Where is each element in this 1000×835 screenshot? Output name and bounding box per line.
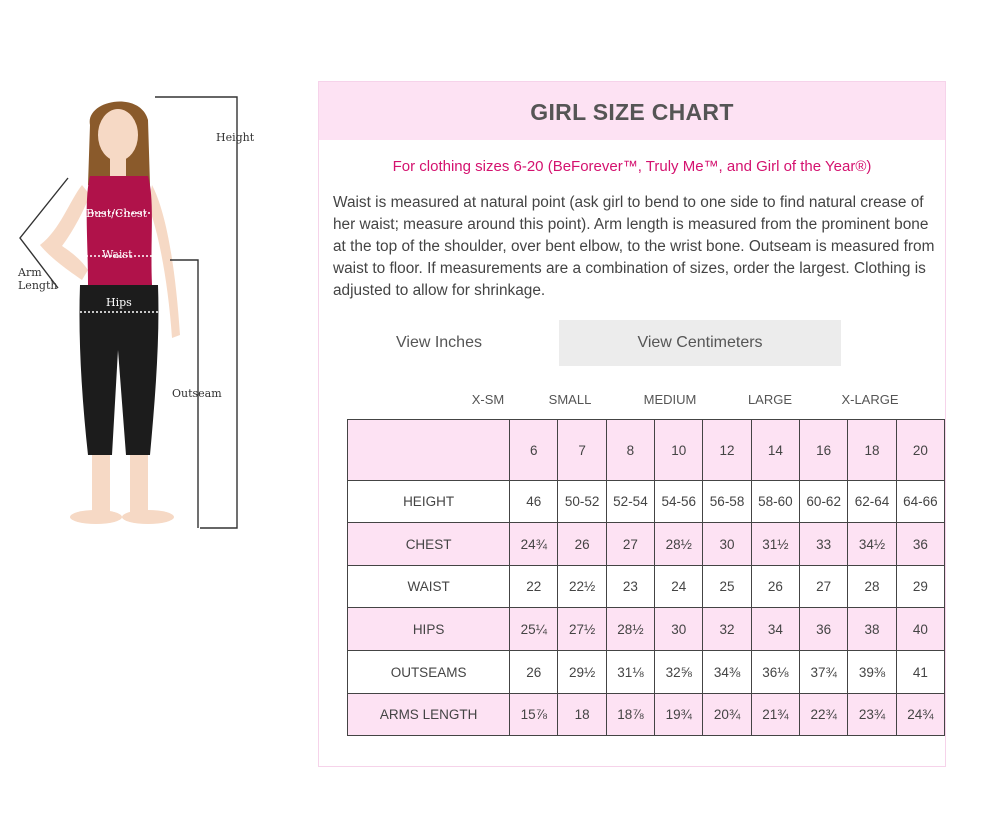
value-cell: 64-66 xyxy=(896,481,944,523)
size-cell: 8 xyxy=(606,420,654,481)
value-cell: 58-60 xyxy=(751,481,799,523)
row-label: ARMS LENGTH xyxy=(348,694,510,736)
size-group-headers xyxy=(319,392,945,412)
tab-view-inches[interactable]: View Inches xyxy=(319,320,559,366)
value-cell: 26 xyxy=(558,523,606,566)
value-cell: 39⅜ xyxy=(848,651,896,694)
value-cell: 34⅜ xyxy=(703,651,751,694)
measurement-description: Waist is measured at natural point (ask girl to bend to one side to find natural crease of her waist; measure around this point). Arm length is measured from the prominent bone at the top of the shoulder, over bent elbow, to the wrist bone. Outseam is measured from waist to floor. If measurements are a combination of sizes, order the largest. Clothing is adjusted to allow for shrinkage. xyxy=(333,194,935,299)
size-table xyxy=(347,419,945,736)
row-label: WAIST xyxy=(348,566,510,608)
row-label: CHEST xyxy=(348,523,510,566)
value-cell: 20¾ xyxy=(703,694,751,736)
value-cell: 23¾ xyxy=(848,694,896,736)
size-group-label: LARGE xyxy=(747,392,793,407)
value-cell: 15⅞ xyxy=(510,694,558,736)
value-cell: 56-58 xyxy=(703,481,751,523)
arm-length-label-line2: Length xyxy=(18,279,58,292)
value-cell: 31½ xyxy=(751,523,799,566)
face-shape xyxy=(98,109,138,161)
size-cell: 14 xyxy=(751,420,799,481)
value-cell: 29½ xyxy=(558,651,606,694)
value-cell: 27 xyxy=(606,523,654,566)
size-chart-panel xyxy=(318,81,946,767)
value-cell: 25 xyxy=(703,566,751,608)
height-label: Height xyxy=(216,131,255,144)
row-label: OUTSEAMS xyxy=(348,651,510,694)
unit-tabs xyxy=(319,320,945,366)
value-cell: 60-62 xyxy=(800,481,848,523)
value-cell: 32⅝ xyxy=(655,651,703,694)
height-bracket xyxy=(155,97,237,528)
value-cell: 26 xyxy=(510,651,558,694)
hips-label: Hips xyxy=(106,296,132,309)
value-cell: 30 xyxy=(655,608,703,651)
right-foot-shape xyxy=(122,510,174,524)
value-cell: 31⅛ xyxy=(606,651,654,694)
size-group-label: SMALL xyxy=(548,392,592,407)
value-cell: 50-52 xyxy=(558,481,606,523)
value-cell: 37¾ xyxy=(800,651,848,694)
size-cell: 7 xyxy=(558,420,606,481)
value-cell: 25¼ xyxy=(510,608,558,651)
size-cell: 6 xyxy=(510,420,558,481)
value-cell: 34 xyxy=(751,608,799,651)
value-cell: 19¾ xyxy=(655,694,703,736)
value-cell: 26 xyxy=(751,566,799,608)
value-cell: 28½ xyxy=(606,608,654,651)
value-cell: 22¾ xyxy=(800,694,848,736)
size-group-label: X-SM xyxy=(471,392,505,407)
size-cell: 12 xyxy=(703,420,751,481)
waist-label: Waist xyxy=(102,248,133,261)
value-cell: 36 xyxy=(896,523,944,566)
title-bar xyxy=(319,82,945,140)
value-cell: 23 xyxy=(606,566,654,608)
value-cell: 24 xyxy=(655,566,703,608)
bust-chest-label: Bust/Chest xyxy=(86,207,148,220)
size-cell: 20 xyxy=(896,420,944,481)
measurement-figure xyxy=(0,80,300,550)
value-cell: 27 xyxy=(800,566,848,608)
value-cell: 29 xyxy=(896,566,944,608)
top-shape xyxy=(87,176,152,285)
arm-length-label-line1: Arm xyxy=(18,266,42,279)
value-cell: 62-64 xyxy=(848,481,896,523)
chart-title: GIRL SIZE CHART xyxy=(530,99,734,125)
left-arm-shape xyxy=(40,185,90,280)
value-cell: 21¾ xyxy=(751,694,799,736)
table-row xyxy=(348,481,945,523)
value-cell: 40 xyxy=(896,608,944,651)
table-row xyxy=(348,694,945,736)
table-row xyxy=(348,566,945,608)
value-cell: 36 xyxy=(800,608,848,651)
leggings-shape xyxy=(79,285,158,455)
value-cell: 28½ xyxy=(655,523,703,566)
value-cell: 41 xyxy=(896,651,944,694)
value-cell: 24¾ xyxy=(510,523,558,566)
value-cell: 28 xyxy=(848,566,896,608)
outseam-label: Outseam xyxy=(172,387,222,400)
value-cell: 27½ xyxy=(558,608,606,651)
value-cell: 18⅞ xyxy=(606,694,654,736)
tab-view-centimeters[interactable]: View Centimeters xyxy=(559,320,841,366)
value-cell: 54-56 xyxy=(655,481,703,523)
left-foot-shape xyxy=(70,510,122,524)
size-header-row xyxy=(348,420,945,481)
value-cell: 33 xyxy=(800,523,848,566)
table-row xyxy=(348,523,945,566)
size-cell: 18 xyxy=(848,420,896,481)
value-cell: 24¾ xyxy=(896,694,944,736)
table-row xyxy=(348,608,945,651)
value-cell: 52-54 xyxy=(606,481,654,523)
size-group-label: X-LARGE xyxy=(841,392,899,407)
value-cell: 46 xyxy=(510,481,558,523)
value-cell: 18 xyxy=(558,694,606,736)
value-cell: 30 xyxy=(703,523,751,566)
value-cell: 36⅛ xyxy=(751,651,799,694)
size-group-label: MEDIUM xyxy=(643,392,697,407)
value-cell: 22 xyxy=(510,566,558,608)
row-label: HIPS xyxy=(348,608,510,651)
value-cell: 34½ xyxy=(848,523,896,566)
girl-illustration xyxy=(0,80,300,550)
size-cell: 10 xyxy=(655,420,703,481)
chart-subtitle: For clothing sizes 6-20 (BeForever™, Truly Me™, and Girl of the Year®) xyxy=(392,158,872,175)
row-label: HEIGHT xyxy=(348,481,510,523)
value-cell: 22½ xyxy=(558,566,606,608)
value-cell: 38 xyxy=(848,608,896,651)
size-cell: 16 xyxy=(800,420,848,481)
header-blank-cell xyxy=(348,420,510,481)
value-cell: 32 xyxy=(703,608,751,651)
table-row xyxy=(348,651,945,694)
